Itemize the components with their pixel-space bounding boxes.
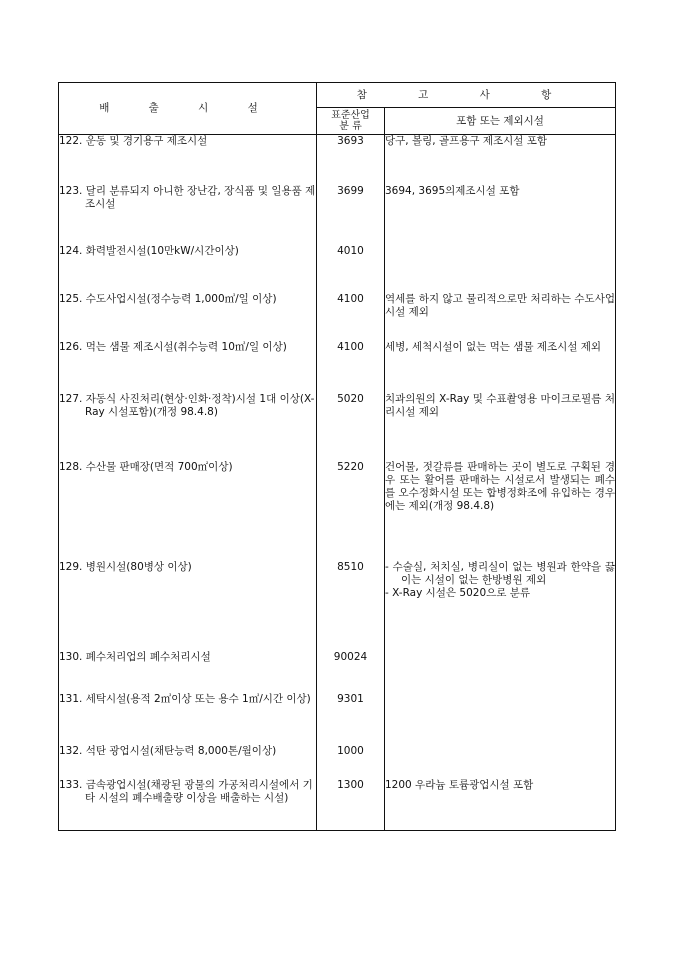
reference-note: 건어물, 젓갈류를 판매하는 곳이 별도로 구획된 경우 또는 활어를 판매하는 시설로서 발생되는 폐수를 오수정화시설 또는 합병정화조에 유입하는 경우에는 제외(개정 98.4.8)	[385, 461, 616, 561]
reference-note	[385, 245, 616, 293]
facility-item: 124. 화력발전시설(10만kW/시간이상)	[59, 244, 239, 257]
reference-note	[385, 651, 616, 693]
industry-code: 90024	[317, 651, 385, 693]
reference-note	[385, 693, 616, 745]
header-code-line1: 표준산업	[331, 110, 370, 121]
table-row	[59, 393, 616, 461]
facility-item: 132. 석탄 광업시설(채탄능력 8,000톤/월이상)	[59, 744, 277, 757]
reference-note: 치과의원의 X-Ray 및 수표촬영용 마이크로필름 처리시설 제외	[385, 393, 616, 461]
facility-item: 131. 세탁시설(용적 2㎥이상 또는 용수 1㎥/시간 이상)	[59, 692, 311, 705]
industry-code: 9301	[317, 693, 385, 745]
industry-code: 1300	[317, 779, 385, 831]
industry-code: 3699	[317, 185, 385, 245]
table-row	[59, 461, 616, 561]
industry-code: 8510	[317, 561, 385, 651]
industry-code: 1000	[317, 745, 385, 779]
reference-note: 1200 우라늄 토륨광업시설 포함	[385, 779, 616, 831]
table-row	[59, 745, 616, 779]
facility-item: 123. 달리 분류되지 아니한 장난감, 장식품 및 일용품 제조시설	[59, 184, 316, 210]
table-row	[59, 341, 616, 393]
reference-note: 세병, 세척시설이 없는 먹는 샘물 제조시설 제외	[385, 341, 616, 393]
header-include-exclude: 포함 또는 제외시설	[385, 108, 616, 135]
reference-note	[385, 745, 616, 779]
note-line: - X-Ray 시설은 5020으로 분류	[385, 586, 531, 599]
reference-note	[385, 561, 616, 651]
reference-note: 3694, 3695의제조시설 포함	[385, 185, 616, 245]
facility-item: 125. 수도사업시설(정수능력 1,000㎥/일 이상)	[59, 292, 277, 305]
facility-item: 133. 금속광업시설(채광된 광물의 가공처리시설에서 기타 시설의 폐수배출량 이상을 배출하는 시설)	[59, 778, 313, 804]
note-line: - 수술실, 처치실, 병리실이 없는 병원과 한약을 끓이는 시설이 없는 한방병원 제외	[385, 560, 615, 586]
facility-table	[58, 82, 616, 831]
facility-item: 126. 먹는 샘물 제조시설(취수능력 10㎥/일 이상)	[59, 340, 287, 353]
header-reference: 참 고 사 항	[317, 83, 616, 108]
industry-code: 4100	[317, 341, 385, 393]
facility-item: 127. 자동식 사진처리(현상·인화·정착)시설 1대 이상(X-Ray 시설포함)(개정 98.4.8)	[59, 392, 315, 418]
table-row	[59, 561, 616, 651]
reference-note: 역세를 하지 않고 물리적으로만 처리하는 수도사업시설 제외	[385, 293, 616, 341]
facility-item: 129. 병원시설(80병상 이상)	[59, 560, 192, 573]
facility-item: 130. 폐수처리업의 폐수처리시설	[59, 650, 211, 663]
table-row	[59, 693, 616, 745]
table-row	[59, 185, 616, 245]
industry-code: 4100	[317, 293, 385, 341]
table-row	[59, 651, 616, 693]
industry-code: 3693	[317, 135, 385, 185]
header-discharge-facility: 배 출 시 설	[59, 83, 317, 135]
reference-note: 당구, 볼링, 골프용구 제조시설 포함	[385, 135, 616, 185]
header-industry-code	[317, 108, 385, 135]
table-row	[59, 779, 616, 831]
facility-item: 128. 수산물 판매장(면적 700㎡이상)	[59, 460, 233, 473]
table-row	[59, 245, 616, 293]
header-code-line2: 분 류	[339, 121, 362, 132]
industry-code: 5220	[317, 461, 385, 561]
industry-code: 4010	[317, 245, 385, 293]
facility-item: 122. 운동 및 경기용구 제조시설	[59, 135, 208, 147]
industry-code: 5020	[317, 393, 385, 461]
table-row	[59, 293, 616, 341]
table-row	[59, 135, 616, 185]
